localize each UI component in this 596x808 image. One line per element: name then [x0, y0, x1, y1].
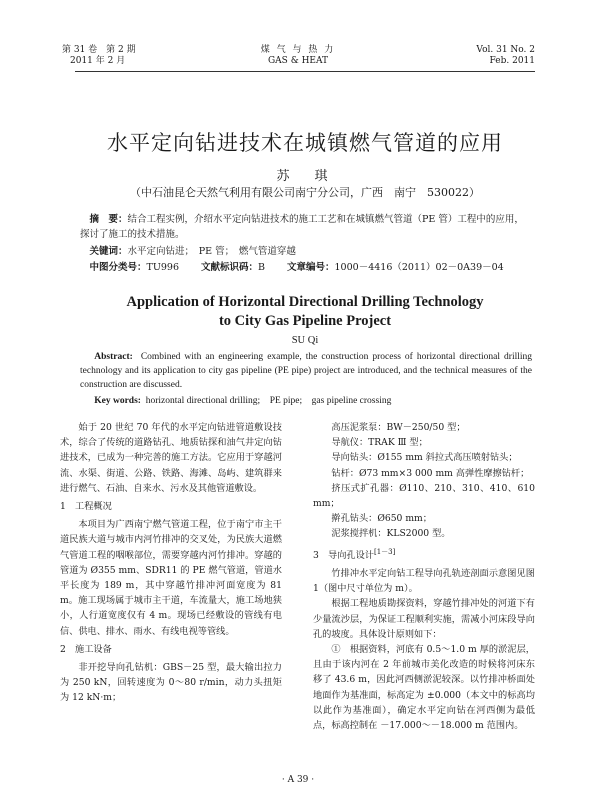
keywords-zh-label: 关键词： — [89, 246, 128, 257]
author-en: SU Qi — [291, 335, 319, 346]
body-right-column — [313, 420, 535, 733]
title-en-line-2: to City Gas Pipeline Project — [218, 313, 392, 329]
abstract-en — [80, 350, 532, 392]
equipment-item: 泥浆搅拌机：KLS2000 型。 — [331, 528, 451, 540]
section-3-citation: [1－3] — [373, 547, 396, 556]
abstract-zh-label: 摘 要： — [89, 214, 128, 225]
article-no-label: 文章编号： — [287, 262, 335, 273]
title-zh: 水平定向钻进技术在城镇燃气管道的应用 — [107, 131, 503, 155]
journal-name — [198, 45, 398, 67]
equipment-item: 钻杆：Ø73 mm×3 000 mm 高弹性摩擦钻杆； — [331, 467, 530, 479]
issue-date-en: Feb. 2011 — [489, 56, 535, 66]
journal-volume — [62, 45, 136, 67]
page-number: · A 39 · — [281, 775, 315, 785]
clc-label: 中图分类号： — [89, 262, 147, 273]
equipment-item: 高压泥浆泵：BW－250/50 型； — [331, 422, 466, 433]
keywords-en-text: horizontal directional drilling; PE pipe; gas pipeline crossing — [145, 396, 392, 406]
abstract-en-label: Abstract: — [94, 352, 133, 362]
doc-code-label: 文献标识码： — [201, 262, 259, 273]
abstract-zh-text: 结合工程实例，介绍水平定向钻进技术的施工工艺和在城镇燃气管道（PE 管）工程中的应用，探讨了施工的技术措施。 — [80, 214, 524, 240]
intro-paragraph: 始于 20 世纪 70 年代的水平定向钻进管道敷设技术，综合了传统的道路钻孔、地质钻探和油气井定向钻进技术，已成为一种完善的施工方法。它应用于穿越河流、水渠、街道、公路、铁路、海滩、岛屿、建筑群来进行燃气、石油、自来水、污水及其他管道敷设。 — [60, 422, 282, 494]
author-zh: 苏 琪 — [276, 169, 334, 184]
equipment-item: 导航仪：TRAK Ⅲ 型； — [331, 437, 428, 449]
section-3-paragraph-2: 根据工程地质勘探资料，穿越竹排冲处的河道下有少量流沙层，为保证工程顺利实施，需减小河床段导向孔的坡度。具体设计原则如下： — [313, 598, 535, 640]
equipment-item: 导向钻头：Ø155 mm 斜拉式高压喷射钻头； — [331, 452, 518, 464]
keywords-en — [80, 394, 532, 408]
issue-date: 2011 年 2 月 — [70, 56, 126, 66]
section-heading-2: 2 施工设备 — [60, 643, 112, 655]
clc-value: TU996 — [146, 262, 179, 273]
abstract-en-text: Combined with an engineering example, the construction process of horizontal directional drilling technology and its application to city gas pipeline (PE pipe) project are introduced, and the technical measures of the construction are discussed. — [80, 352, 533, 390]
body-left-column — [60, 420, 282, 706]
section-heading-1: 1 工程概况 — [60, 501, 112, 513]
title-en — [60, 293, 550, 331]
journal-volume-en — [460, 45, 535, 67]
section-2-paragraph: 非开挖导向孔钻机：GBS－25 型，最大输出拉力为 250 kN，回转速度为 0～80 r/min，动力头扭矩为 12 kN·m； — [60, 662, 282, 704]
header-rule — [75, 71, 535, 72]
section-3-paragraph-1: 竹排冲水平定向钻工程导向孔轨迹剖面示意图见图 1（图中尺寸单位为 m）。 — [313, 567, 535, 595]
doc-code-value: B — [258, 262, 265, 273]
section-1-paragraph: 本项目为广西南宁燃气管道工程，位于南宁市主干道民族大道与城市内河竹排冲的交叉处，为民族大道燃气管道工程的咽喉部位，需要穿越内河竹排冲。穿越的管道为 Ø355 mm、SDR11 的 PE 燃气管道，管道水平长度为 189 m，其中穿越竹排冲河面宽度为 81 m。施工现场属于城市主干道，车流量大，施工场地狭小，人行道宽度仅有 4 m。现场已经敷设的管线有电信、供电、排水、雨水、有线电视等管线。 — [60, 519, 282, 637]
section-heading-3 — [313, 545, 535, 563]
journal-name-zh: 煤 气 与 热 力 — [260, 45, 336, 55]
equipment-item: 擀孔钻头：Ø650 mm； — [331, 513, 432, 525]
volume-issue-en: Vol. 31 No. 2 — [476, 45, 535, 55]
journal-name-en: GAS & HEAT — [267, 56, 329, 66]
section-heading-3-text: 3 导向孔设计 — [313, 549, 374, 561]
abstract-zh — [80, 212, 532, 242]
title-en-line-1: Application of Horizontal Directional Drilling Technology — [126, 294, 484, 310]
classification-line — [80, 260, 532, 275]
keywords-zh-text: 水平定向钻进； PE 管； 燃气管道穿越 — [127, 246, 296, 257]
section-3-paragraph-3: ① 根据资料，河底有 0.5～1.0 m 厚的淤泥层，且由于该内河在 2 年前城市美化改造的时候将河床东移了 43.6 m，因此河西侧淤泥较深。以竹排冲桥面处地面作为基准面，标高定为 ±0.000（本文中的标高均以此作为基准面），确定水平定向钻在河西侧为最低点，标高控制在 －17.000～－18.000 m 范围内。 — [313, 643, 535, 731]
keywords-en-label: Key words: — [94, 396, 141, 406]
article-no-value: 1000－4416（2011）02－0A39－04 — [334, 262, 504, 273]
keywords-zh — [80, 244, 532, 259]
volume-issue: 第 31 卷 第 2 期 — [62, 45, 136, 55]
equipment-item: 挤压式扩孔器：Ø110、210、310、410、610 mm； — [313, 482, 535, 510]
affiliation-zh: （中石油昆仑天然气利用有限公司南宁分公司，广西 南宁 530022） — [130, 186, 480, 199]
